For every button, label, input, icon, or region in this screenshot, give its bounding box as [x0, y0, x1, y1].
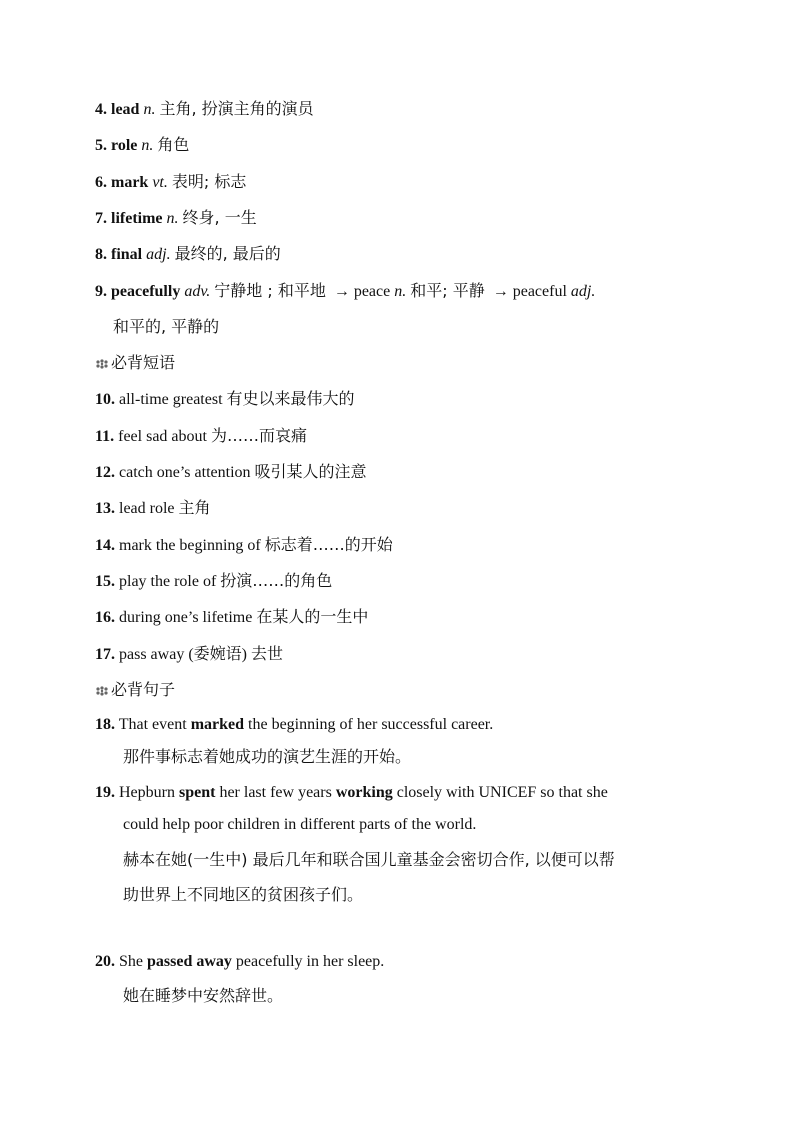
- sentence-text: her last few years: [215, 784, 336, 801]
- vocab-item-9-continued: [113, 316, 219, 338]
- sentence-translation: 赫本在她(一生中) 最后几年和联合国儿童基金会密切合作, 以便可以帮: [123, 850, 615, 869]
- sentence-text: Hepburn: [119, 784, 179, 801]
- part-of-speech: adv.: [184, 283, 211, 300]
- phrase-chinese: 为……而哀痛: [210, 426, 307, 445]
- part-of-speech: n.: [166, 210, 179, 227]
- key-word: spent: [178, 784, 216, 801]
- chinese-meaning: 和平; 平静: [410, 281, 485, 300]
- sentence-20-chinese: [123, 985, 283, 1007]
- sentence-text: closely with UNICEF so that she: [392, 784, 608, 801]
- phrase-english: play the role of: [119, 573, 217, 590]
- phrase-item-13: [95, 497, 211, 519]
- vocab-word: lifetime: [111, 210, 163, 227]
- key-word: passed away: [147, 953, 232, 970]
- item-number: 16.: [95, 609, 115, 626]
- phrase-item-10: [95, 388, 355, 410]
- phrase-item-17: [95, 643, 283, 665]
- phrase-chinese: 去世: [250, 644, 283, 663]
- phrase-chinese: 在某人的一生中: [256, 607, 369, 626]
- section-heading-phrases: [95, 352, 175, 374]
- section-title: 必背句子: [111, 680, 176, 699]
- item-number: 5.: [95, 137, 107, 154]
- item-number: 14.: [95, 537, 115, 554]
- chinese-meaning: 表明; 标志: [171, 172, 247, 191]
- sentence-text: That event: [118, 716, 191, 733]
- chinese-meaning: 终身, 一生: [182, 208, 257, 227]
- phrase-english: mark the beginning of: [119, 537, 261, 554]
- chinese-meaning: 主角, 扮演主角的演员: [159, 99, 314, 118]
- item-number: 18.: [95, 716, 115, 733]
- phrase-chinese: 扮演……的角色: [220, 571, 333, 590]
- key-word: marked: [190, 716, 245, 733]
- vocab-item-8: [95, 243, 281, 265]
- item-number: 13.: [95, 500, 115, 517]
- sentence-19-chinese-continued: [123, 884, 363, 906]
- part-of-speech: n.: [141, 137, 154, 154]
- vocab-item-7: [95, 207, 257, 229]
- section-heading-sentences: [95, 679, 175, 701]
- part-of-speech: adj.: [570, 283, 596, 300]
- vocab-item-5: [95, 134, 189, 156]
- part-of-speech: n.: [394, 283, 407, 300]
- vocab-word: mark: [111, 174, 149, 191]
- sentence-20-english: [95, 951, 384, 973]
- vocab-item-9: [95, 280, 595, 302]
- chinese-meaning: 和平的, 平静的: [113, 317, 220, 336]
- item-number: 9.: [95, 283, 107, 300]
- phrase-item-15: [95, 570, 332, 592]
- sentence-19-english-continued: [123, 814, 476, 836]
- item-number: 15.: [95, 573, 115, 590]
- phrase-chinese: 吸引某人的注意: [254, 462, 367, 481]
- vocab-word: role: [111, 137, 138, 154]
- part-of-speech: vt.: [152, 174, 168, 191]
- phrase-item-11: [95, 425, 307, 447]
- phrase-english: all-time greatest: [119, 391, 223, 408]
- decorative-flower-icon: [95, 686, 109, 696]
- phrase-item-14: [95, 534, 393, 556]
- item-number: 6.: [95, 174, 107, 191]
- phrase-english: pass away (委婉语): [119, 646, 247, 663]
- sentence-19-chinese: [123, 849, 615, 871]
- sentence-text: peacefully in her sleep.: [231, 953, 385, 970]
- sentence-18-chinese: [123, 746, 411, 768]
- chinese-meaning: 最终的, 最后的: [174, 244, 281, 263]
- vocab-item-4: [95, 98, 314, 120]
- vocab-word: lead: [111, 101, 140, 118]
- section-title: 必背短语: [111, 353, 176, 372]
- sentence-text: She: [119, 953, 147, 970]
- phrase-chinese: 标志着……的开始: [264, 535, 393, 554]
- item-number: 8.: [95, 246, 107, 263]
- part-of-speech: n.: [143, 101, 156, 118]
- vocab-word: final: [111, 246, 143, 263]
- sentence-translation: 她在睡梦中安然辞世。: [123, 986, 284, 1005]
- phrase-english: lead role: [119, 500, 175, 517]
- item-number: 10.: [95, 391, 115, 408]
- part-of-speech: adj.: [146, 246, 171, 263]
- vocab-item-6: [95, 171, 246, 193]
- item-number: 20.: [95, 953, 115, 970]
- item-number: 12.: [95, 464, 115, 481]
- arrow-icon: →: [333, 283, 350, 300]
- item-number: 17.: [95, 646, 115, 663]
- item-number: 4.: [95, 101, 107, 118]
- arrow-icon: →: [492, 283, 509, 300]
- vocab-word: peacefully: [111, 283, 181, 300]
- related-word: peace: [353, 283, 391, 300]
- item-number: 11.: [95, 428, 115, 445]
- phrase-chinese: 有史以来最伟大的: [226, 389, 355, 408]
- chinese-meaning: 宁静地 ; 和平地: [214, 281, 326, 300]
- phrase-item-16: [95, 606, 368, 628]
- sentence-text: could help poor children in different parts of the world.: [123, 816, 477, 833]
- sentence-text: the beginning of her successful career.: [244, 716, 494, 733]
- key-word: working: [335, 784, 393, 801]
- related-word: peaceful: [512, 283, 567, 300]
- item-number: 7.: [95, 210, 107, 227]
- decorative-flower-icon: [95, 359, 109, 369]
- phrase-english: during one’s lifetime: [119, 609, 253, 626]
- sentence-translation: 助世界上不同地区的贫困孩子们。: [123, 885, 364, 904]
- item-number: 19.: [95, 784, 115, 801]
- phrase-chinese: 主角: [178, 498, 211, 517]
- phrase-english: catch one’s attention: [119, 464, 251, 481]
- phrase-english: feel sad about: [118, 428, 207, 445]
- sentence-translation: 那件事标志着她成功的演艺生涯的开始。: [123, 747, 412, 766]
- chinese-meaning: 角色: [157, 135, 190, 154]
- phrase-item-12: [95, 461, 367, 483]
- sentence-18-english: [95, 714, 493, 736]
- sentence-19-english: [95, 782, 608, 804]
